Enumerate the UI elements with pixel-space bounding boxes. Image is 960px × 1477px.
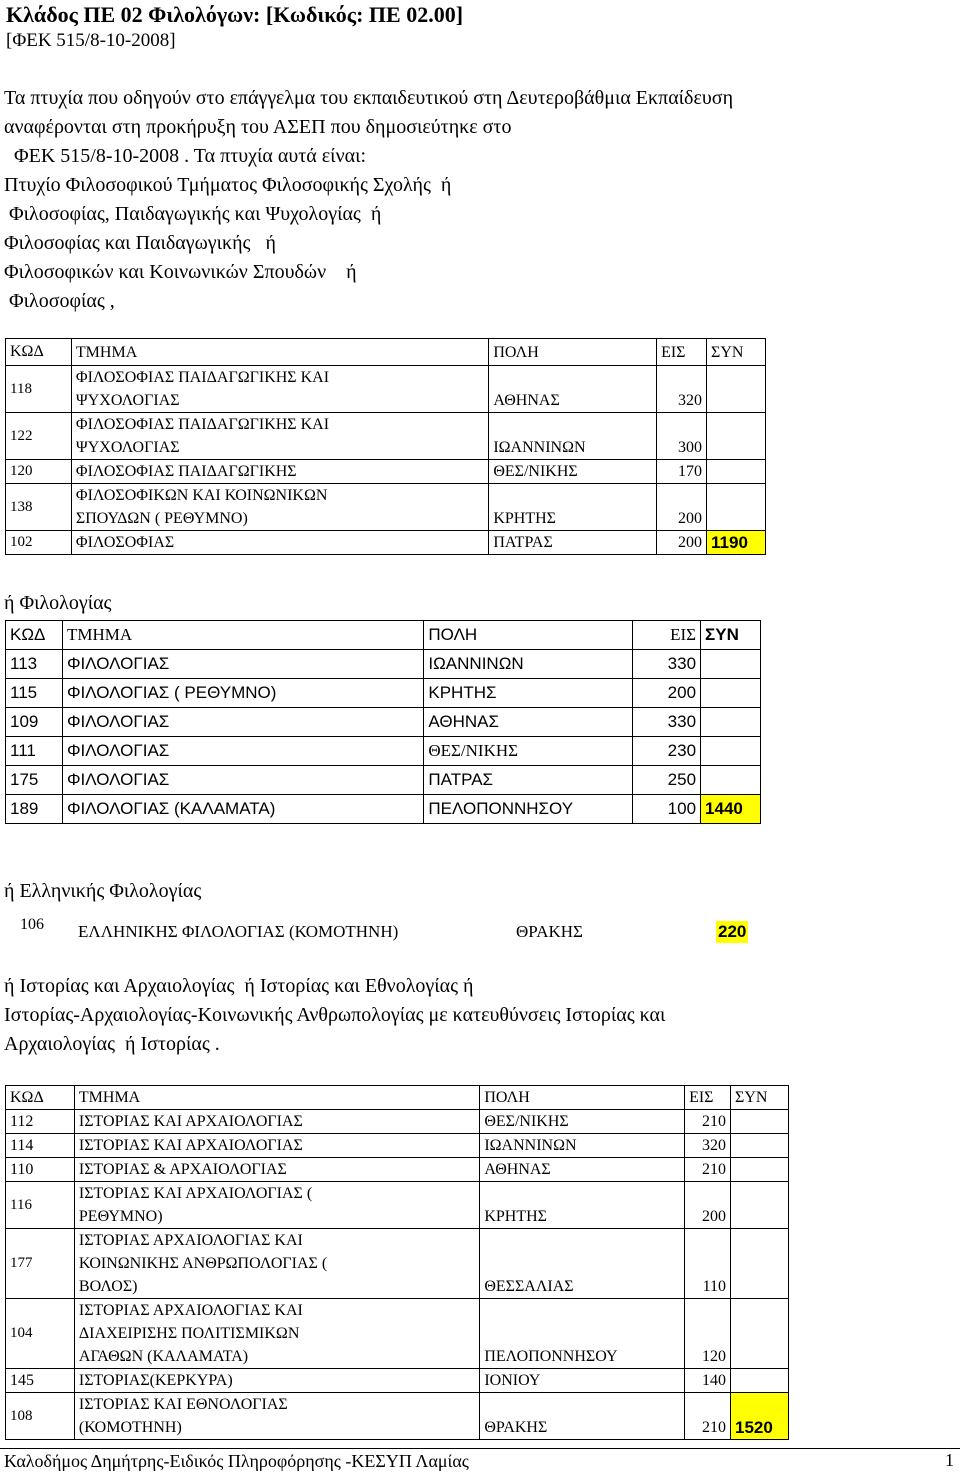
row-total	[707, 484, 766, 531]
row-city: ΑΘΗΝΑΣ	[480, 1158, 685, 1182]
row-city: ΘΕΣ/ΝΙΚΗΣ	[489, 460, 657, 484]
philology-table	[5, 620, 761, 824]
dept-line: ΦΙΛΟΣΟΦΙΚΩΝ ΚΑΙ ΚΟΙΝΩΝΙΚΩΝ	[75, 487, 328, 504]
row-total-highlight: 1190	[707, 531, 766, 555]
row-total	[707, 460, 766, 484]
row-code: 122	[6, 413, 72, 460]
table-row	[6, 366, 766, 413]
row-seats: 120	[685, 1299, 731, 1369]
col-header-seats: ΕΙΣ	[657, 339, 707, 366]
col-header-dept: ΤΜΗΜΑ	[74, 1086, 479, 1110]
dept-line: ΨΥΧΟΛΟΓΙΑΣ	[75, 439, 180, 456]
row-city: ΑΘΗΝΑΣ	[489, 366, 657, 413]
intro-line: Φιλοσοφίας, Παιδαγωγικής και Ψυχολογίας ή	[4, 203, 382, 225]
row-city: ΘΕΣ/ΝΙΚΗΣ	[424, 737, 633, 766]
dept-line: ΡΕΘΥΜΝΟ)	[78, 1208, 163, 1225]
row-seats: 140	[685, 1369, 731, 1393]
intro-line: Φιλοσοφικών και Κοινωνικών Σπουδών ή	[4, 261, 357, 283]
row-seats: 210	[685, 1158, 731, 1182]
row-dept	[74, 1229, 479, 1299]
row-city: ΚΡΗΤΗΣ	[424, 679, 633, 708]
dept-line: ΙΣΤΟΡΙΑΣ ΑΡΧΑΙΟΛΟΓΙΑΣ ΚΑΙ	[78, 1232, 303, 1249]
row-seats: 320	[657, 366, 707, 413]
row-total-highlight: 1440	[701, 795, 761, 824]
row-seats: 250	[633, 766, 701, 795]
row-dept	[74, 1369, 479, 1393]
intro-line: Φιλοσοφίας ,	[4, 290, 115, 312]
row-code: 189	[6, 795, 63, 824]
row-code: 113	[6, 650, 63, 679]
row-total	[701, 737, 761, 766]
row-dept: ΦΙΛΟΛΟΓΙΑΣ	[62, 708, 423, 737]
row-total	[731, 1229, 789, 1299]
row-city: ΘΕΣ/ΝΙΚΗΣ	[480, 1110, 685, 1134]
row-city: ΠΕΛΟΠΟΝΝΗΣΟΥ	[424, 795, 633, 824]
row-dept	[71, 460, 488, 484]
row-dept	[74, 1299, 479, 1369]
col-header-total: ΣΥΝ	[701, 621, 761, 650]
row-code: 110	[6, 1158, 75, 1182]
row-dept: ΦΙΛΟΛΟΓΙΑΣ	[62, 766, 423, 795]
dept-line: ΙΣΤΟΡΙΑΣ ΚΑΙ ΑΡΧΑΙΟΛΟΓΙΑΣ	[78, 1113, 303, 1130]
table-row	[6, 1299, 789, 1369]
row-total	[701, 650, 761, 679]
table-row	[6, 795, 761, 824]
row-total	[731, 1134, 789, 1158]
col-header-city: ΠΟΛΗ	[489, 339, 657, 366]
table-row	[6, 708, 761, 737]
row-dept: ΕΛΛΗΝΙΚΗΣ ΦΙΛΟΛΟΓΙΑΣ (ΚΟΜΟΤΗΝΗ)	[78, 922, 399, 941]
row-dept	[71, 413, 488, 460]
row-city: ΘΕΣΣΑΛΙΑΣ	[480, 1229, 685, 1299]
table-header-row	[6, 621, 761, 650]
row-total	[701, 766, 761, 795]
row-seats: 320	[685, 1134, 731, 1158]
row-seats: 200	[633, 679, 701, 708]
row-dept	[71, 531, 488, 555]
row-city: ΙΩΑΝΝΙΝΩΝ	[489, 413, 657, 460]
page-number: 1	[945, 1450, 954, 1470]
row-code: 177	[6, 1229, 75, 1299]
dept-line: ΣΠΟΥΔΩΝ ( ΡΕΘΥΜΝΟ)	[75, 510, 248, 527]
row-code: 104	[6, 1299, 75, 1369]
row-total-highlight: 220	[718, 922, 747, 941]
col-header-total: ΣΥΝ	[731, 1086, 789, 1110]
row-city: ΘΡΑΚΗΣ	[516, 922, 583, 941]
intro-line: αναφέρονται στη προκήρυξη του ΑΣΕΠ που δημοσιεύτηκε στο	[4, 116, 512, 138]
table-row	[6, 1158, 789, 1182]
col-header-seats: ΕΙΣ	[633, 621, 701, 650]
row-total	[731, 1158, 789, 1182]
table-row	[6, 1110, 789, 1134]
col-header-city: ΠΟΛΗ	[480, 1086, 685, 1110]
row-city: ΠΕΛΟΠΟΝΝΗΣΟΥ	[480, 1299, 685, 1369]
footer-divider	[0, 1448, 960, 1449]
row-code: 118	[6, 366, 72, 413]
table-row	[6, 650, 761, 679]
row-seats: 330	[633, 650, 701, 679]
row-dept	[71, 484, 488, 531]
dept-line: ΒΟΛΟΣ)	[78, 1278, 138, 1295]
col-header-seats: ΕΙΣ	[685, 1086, 731, 1110]
table-row	[6, 679, 761, 708]
row-total	[701, 708, 761, 737]
row-total	[731, 1110, 789, 1134]
heading-line: ή Ιστορίας και Αρχαιολογίας ή Ιστορίας και Εθνολογίας ή	[4, 975, 474, 997]
dept-line: ΑΓΑΘΩΝ (ΚΑΛΑΜΑΤΑ)	[78, 1348, 249, 1365]
col-header-dept: ΤΜΗΜΑ	[71, 339, 488, 366]
section-heading-hellenic: ή Ελληνικής Φιλολογίας	[4, 880, 202, 902]
row-code: 114	[6, 1134, 75, 1158]
row-total	[701, 679, 761, 708]
row-city: ΚΡΗΤΗΣ	[480, 1182, 685, 1229]
table-row	[6, 531, 766, 555]
col-header-code: ΚΩΔ	[6, 621, 63, 650]
row-code: 116	[6, 1182, 75, 1229]
row-seats: 200	[657, 484, 707, 531]
row-city: ΠΑΤΡΑΣ	[489, 531, 657, 555]
section-heading-philology: ή Φιλολογίας	[4, 592, 112, 614]
history-table	[5, 1085, 789, 1440]
heading-line: Ιστορίας-Αρχαιολογίας-Κοινωνικής Ανθρωπολογίας με κατευθύνσεις Ιστορίας και	[4, 1004, 666, 1026]
dept-line: ΨΥΧΟΛΟΓΙΑΣ	[75, 392, 180, 409]
row-city: ΚΡΗΤΗΣ	[489, 484, 657, 531]
row-dept: ΦΙΛΟΛΟΓΙΑΣ	[62, 737, 423, 766]
row-code: 175	[6, 766, 63, 795]
intro-line: ΦΕΚ 515/8-10-2008 . Τα πτυχία αυτά είναι:	[4, 145, 367, 167]
row-total	[731, 1299, 789, 1369]
row-seats: 330	[633, 708, 701, 737]
row-seats: 200	[685, 1182, 731, 1229]
dept-line: ΦΙΛΟΣΟΦΙΑΣ ΠΑΙΔΑΓΩΓΙΚΗΣ ΚΑΙ	[75, 416, 330, 433]
dept-line: (ΚΟΜΟΤΗΝΗ)	[78, 1419, 182, 1436]
row-total	[731, 1182, 789, 1229]
dept-line: ΦΙΛΟΣΟΦΙΑΣ ΠΑΙΔΑΓΩΓΙΚΗΣ ΚΑΙ	[75, 369, 330, 386]
row-city: ΙΩΑΝΝΙΝΩΝ	[424, 650, 633, 679]
dept-line: ΙΣΤΟΡΙΑΣ ΚΑΙ ΑΡΧΑΙΟΛΟΓΙΑΣ	[78, 1137, 303, 1154]
dept-line: ΙΣΤΟΡΙΑΣ ΚΑΙ ΕΘΝΟΛΟΓΙΑΣ	[78, 1396, 288, 1413]
col-header-city: ΠΟΛΗ	[424, 621, 633, 650]
dept-line: ΙΣΤΟΡΙΑΣ(ΚΕΡΚΥΡΑ)	[78, 1372, 233, 1389]
intro-line: Πτυχίο Φιλοσοφικού Τμήματος Φιλοσοφικής Σχολής ή	[4, 174, 452, 196]
row-code: 109	[6, 708, 63, 737]
table-row	[6, 1369, 789, 1393]
page-title: Κλάδος ΠΕ 02 Φιλολόγων: [Κωδικός: ΠΕ 02.00]	[6, 2, 464, 27]
row-seats: 230	[633, 737, 701, 766]
col-header-code: ΚΩΔ	[6, 1086, 75, 1110]
row-dept	[74, 1158, 479, 1182]
row-code: 145	[6, 1369, 75, 1393]
col-header-code: ΚΩΔ	[6, 339, 72, 366]
dept-line: ΙΣΤΟΡΙΑΣ ΑΡΧΑΙΟΛΟΓΙΑΣ ΚΑΙ	[78, 1302, 303, 1319]
row-seats: 300	[657, 413, 707, 460]
col-header-dept: ΤΜΗΜΑ	[62, 621, 423, 650]
row-code: 106	[20, 916, 44, 933]
section-heading-history	[4, 972, 665, 1059]
row-seats: 110	[685, 1229, 731, 1299]
table-row	[6, 460, 766, 484]
row-city: ΘΡΑΚΗΣ	[480, 1393, 685, 1440]
table-row	[6, 1229, 789, 1299]
row-seats: 170	[657, 460, 707, 484]
dept-line: ΦΙΛΟΣΟΦΙΑΣ ΠΑΙΔΑΓΩΓΙΚΗΣ	[75, 463, 297, 480]
row-dept: ΦΙΛΟΛΟΓΙΑΣ	[62, 650, 423, 679]
row-code: 115	[6, 679, 63, 708]
dept-line: ΦΙΛΟΣΟΦΙΑΣ	[75, 534, 175, 551]
row-dept	[74, 1110, 479, 1134]
row-total	[707, 413, 766, 460]
intro-paragraph	[4, 84, 733, 316]
row-city: ΙΩΑΝΝΙΝΩΝ	[480, 1134, 685, 1158]
row-total-highlight: 1520	[731, 1393, 789, 1440]
row-city: ΑΘΗΝΑΣ	[424, 708, 633, 737]
row-code: 102	[6, 531, 72, 555]
table-row	[6, 1134, 789, 1158]
row-seats: 100	[633, 795, 701, 824]
row-dept	[71, 366, 488, 413]
dept-line: ΙΣΤΟΡΙΑΣ & ΑΡΧΑΙΟΛΟΓΙΑΣ	[78, 1161, 287, 1178]
intro-line: Φιλοσοφίας και Παιδαγωγικής ή	[4, 232, 276, 254]
footer-author: Καλοδήμος Δημήτρης-Ειδικός Πληροφόρησης -ΚΕΣΥΠ Λαμίας	[4, 1451, 469, 1471]
table-row	[6, 484, 766, 531]
row-dept: ΦΙΛΟΛΟΓΙΑΣ (ΚΑΛΑΜΑΤΑ)	[62, 795, 423, 824]
row-dept: ΦΙΛΟΛΟΓΙΑΣ ( ΡΕΘΥΜΝΟ)	[62, 679, 423, 708]
row-dept	[74, 1182, 479, 1229]
table-row	[6, 737, 761, 766]
dept-line: ΙΣΤΟΡΙΑΣ ΚΑΙ ΑΡΧΑΙΟΛΟΓΙΑΣ (	[78, 1185, 313, 1202]
row-total	[707, 366, 766, 413]
dept-line: ΔΙΑΧΕΙΡΙΣΗΣ ΠΟΛΙΤΙΣΜΙΚΩΝ	[78, 1325, 300, 1342]
philosophy-table	[5, 338, 766, 555]
table-row	[6, 413, 766, 460]
row-code: 108	[6, 1393, 75, 1440]
intro-line: Τα πτυχία που οδηγούν στο επάγγελμα του εκπαιδευτικού στη Δευτεροβάθμια Εκπαίδευση	[4, 87, 734, 109]
col-header-total: ΣΥΝ	[707, 339, 766, 366]
table-row	[6, 1393, 789, 1440]
row-code: 138	[6, 484, 72, 531]
row-code: 112	[6, 1110, 75, 1134]
heading-line: Αρχαιολογίας ή Ιστορίας .	[4, 1033, 220, 1055]
row-code: 111	[6, 737, 63, 766]
table-row	[6, 766, 761, 795]
row-city: ΙΟΝΙΟΥ	[480, 1369, 685, 1393]
row-code: 120	[6, 460, 72, 484]
row-dept	[74, 1134, 479, 1158]
table-header-row	[6, 1086, 789, 1110]
table-row	[6, 1182, 789, 1229]
table-header-row	[6, 339, 766, 366]
gazette-reference: [ΦΕΚ 515/8-10-2008]	[6, 30, 176, 51]
row-total	[731, 1369, 789, 1393]
row-seats: 210	[685, 1110, 731, 1134]
row-dept	[74, 1393, 479, 1440]
row-city: ΠΑΤΡΑΣ	[424, 766, 633, 795]
row-seats: 210	[685, 1393, 731, 1440]
dept-line: ΚΟΙΝΩΝΙΚΗΣ ΑΝΘΡΩΠΟΛΟΓΙΑΣ (	[78, 1255, 328, 1272]
row-seats: 200	[657, 531, 707, 555]
